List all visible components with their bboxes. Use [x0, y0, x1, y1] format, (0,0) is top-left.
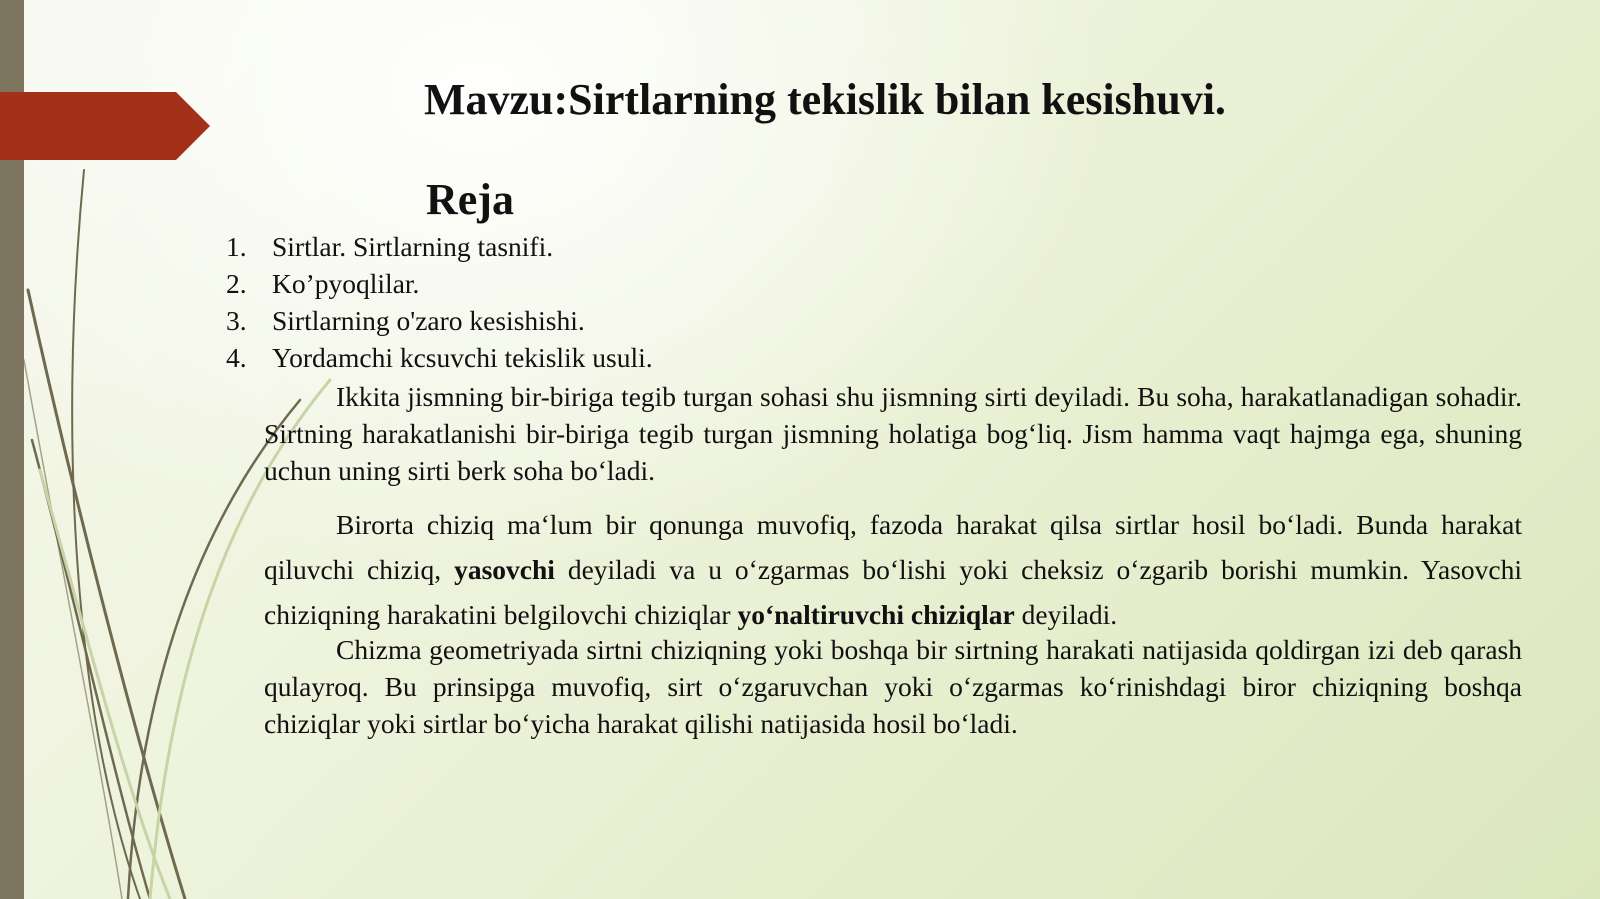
paragraph-descriptive-geometry: Chizma geometriyada sirtni chiziqning yoki boshqa bir sirtning harakati natijasida qoldirgan izi deb qarash qulayroq. Bu prinsipga muvofiq, sirt o‘zgaruvchan yoki o‘zgarmas ko‘rinishdagi biror chiziqning boshqa chiziqlar yoki sirtlar bo‘yicha harakat qilishi natijasida hosil bo‘ladi. — [264, 634, 1522, 739]
plan-item-text: Ko’pyoqlilar. — [272, 268, 420, 299]
slide-title: Mavzu:Sirtlarning tekislik bilan kesishuvi. — [424, 75, 1226, 124]
plan-item-text: Sirtlar. Sirtlarning tasnifi. — [272, 231, 554, 262]
plan-item-number: 3. — [226, 305, 247, 336]
plan-heading: Reja — [426, 175, 514, 224]
decor-curve-light — [40, 470, 170, 899]
plan-item — [226, 339, 653, 376]
plan-item-number: 4. — [226, 342, 247, 373]
term-yasovchi: yasovchi — [454, 554, 555, 585]
plan-item — [226, 265, 653, 302]
paragraph-text: Birorta chiziq ma‘lum bir qonunga muvofiq, fazoda harakat qilsa sirtlar hosil bo‘ladi. Bunda harakat qiluvchi chiziq, — [264, 509, 1522, 585]
plan-item-text: Yordamchi kcsuvchi tekislik usuli. — [272, 342, 653, 373]
plan-list — [226, 228, 653, 376]
paragraph-text: deyiladi va u o‘zgarmas bo‘lishi yoki cheksiz o‘zgarib borishi mumkin. Yasovchi chiziqning harakatini belgilovchi chiziqlar — [264, 554, 1522, 630]
paragraph-text: deyiladi. — [1014, 599, 1118, 630]
decor-curve — [72, 170, 140, 899]
title-arrow-shape — [0, 92, 210, 160]
plan-item-text: Sirtlarning o'zaro kesishishi. — [272, 305, 585, 336]
plan-item — [226, 302, 653, 339]
paragraph-generatrix — [264, 502, 1522, 637]
paragraph-surface-definition: Ikkita jismning bir-biriga tegib turgan sohasi shu jismning sirti deyiladi. Bu soha, harakatlanadigan sohadir. Sirtning harakatlanishi bir-biriga tegib turgan jismning holatiga bog‘liq. Jism hamma vaqt hajmga ega, shuning uchun uning sirti berk soha bo‘ladi. — [264, 381, 1522, 486]
plan-item-number: 2. — [226, 268, 247, 299]
plan-item-number: 1. — [226, 231, 247, 262]
term-directrix: yo‘naltiruvchi chiziqlar — [737, 599, 1015, 630]
plan-item — [226, 228, 653, 265]
